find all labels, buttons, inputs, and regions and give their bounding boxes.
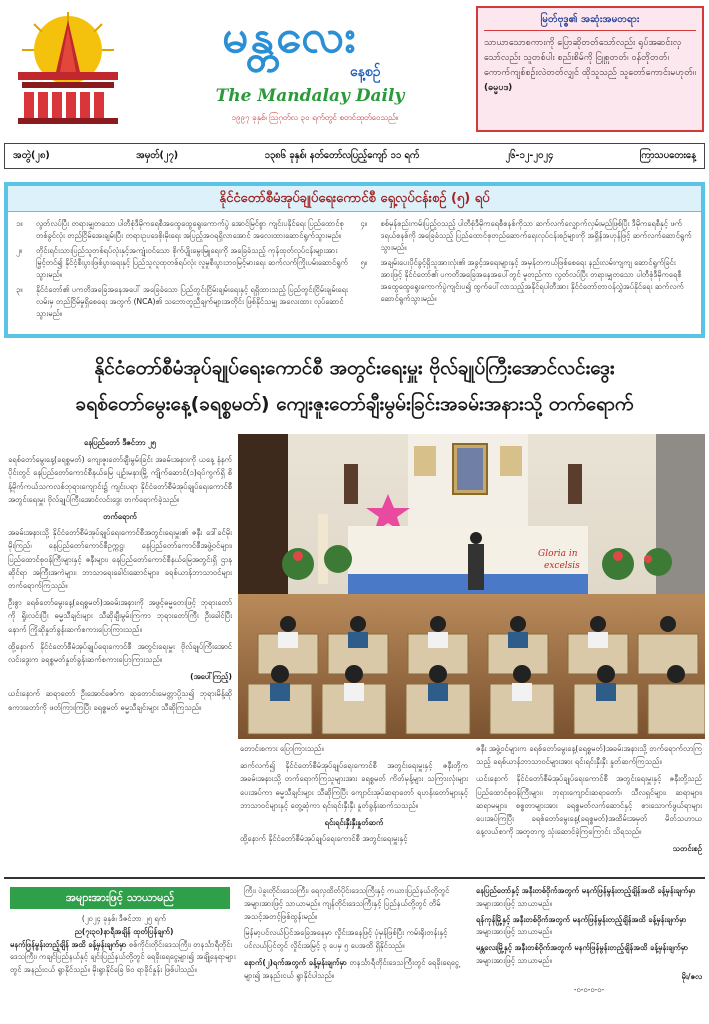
quote-body	[484, 36, 696, 96]
masthead-title-sub: နေ့စဉ်	[350, 64, 381, 80]
article-paragraph: ဦးစွာ ခရစ်တော်မွေးနေ့(ခရစ္စမတ်)အခမ်းအနားကို အဖွင့်ဓမ္မတေးဖြင့် ဘုရားတော်ကို ရှိုးလင်းပြီး ဓမ္မသီချင်းများ သီဆိုချီးမွမ်းကြကာ ဘုရားတော်ကြီး ဦးခေါင်ပြီးနောက် ကြိုဆိုနှုတ်ခွန်းဆက်စကားပြောကြားသည်။	[8, 598, 232, 634]
quote-source: (ဓမ္မပဒ)	[484, 83, 513, 93]
issue-number: အမှတ်(၂၇)	[136, 150, 179, 161]
weather-column-2	[244, 885, 466, 1021]
article-subheading: ရင်းရင်းနှီးနှီးနှုတ်ဆက်	[324, 818, 384, 828]
mandalay-emblem-icon	[8, 10, 128, 128]
article-paragraph: ထို့နောက် နိုင်ငံတော်စီမံအုပ်ချုပ်ရေးကောင်စီ အတွင်းရေးမှူး ဗိုလ်ချုပ်ကြီးအောင်လင်းဒွေးက ခရစ္စမတ်နှုတ်ခွန်းဆက်စကားပြောကြားသည်။	[8, 641, 232, 665]
masthead	[0, 0, 709, 138]
issue-date: ၂၆-၁၂-၂၀၂၄	[505, 150, 554, 161]
article-paragraph: တောင်းစကား ပြောကြားသည်။	[240, 744, 324, 753]
plan-item-number: ၁။	[16, 219, 23, 228]
article-column-right	[476, 742, 702, 872]
plan-item-text: လွတ်လပ်ပြီး တရားမျှတသော ပါတီစုံဒီမိုကရေစီအထွေထွေရွေးကောက်ပွဲ အောင်မြင်စွာ ကျင်းပနိုင်ရေး ပြည်ထောင်စုတစ်ခွင်လုံး တည်ငြိမ်အေးချမ်းပြီး တရားဥပဒေစိုးမိုးရေး အပြည့်အဝရရှိလာအောင် အလေးထားဆောင်ရွက်သွားမည်။	[36, 219, 344, 240]
weather-label: မနက်ဖြန်မွန်းတည့်ချိန် အထိ ခန့်မှန်းချက်မှာ	[10, 939, 127, 949]
weather-heading: အများအားဖြင့် သာယာမည်	[10, 887, 230, 909]
article-signature: သတင်းစဉ်	[672, 844, 702, 854]
article-dateline: နေပြည်တော် ဒီဇင်ဘာ ၂၅	[83, 438, 157, 447]
plan-item	[361, 218, 694, 254]
weather-text: တနင်္သာရီတိုင်းဒေသကြီးတွင် ရေခိုးရေငွေ့များ၍ အနည်းငယ် ရွာနိုင်ပါသည်။	[244, 957, 459, 980]
headline-line-2: ခရစ်တော်မွေးနေ့(ခရစ္စမတ်) ကျေးဇူးတော်ချီးမွမ်းခြင်းအခမ်းအနားသို့ တက်ရောက်	[75, 393, 634, 415]
headline-line-1: နိုင်ငံတော်စီမံအုပ်ချုပ်ရေးကောင်စီ အတွင်းရေးမှူး ဗိုလ်ချုပ်ကြီးအောင်လင်းဒွေး	[94, 357, 615, 379]
plan-item-text: စစ်မှန်စည်းကမ်းပြည့်ဝသည့် ပါတီစုံဒီမိုကရေစီစနစ်ကိုသာ ဆက်လက်လျှောက်လှမ်းမည်ဖြစ်ပြီး ဒီမိုကရေစီနှင့် ဖက်ဒရယ်စနစ်ကို အခြေခံသည့် ပြည်ထောင်စုတည်ဆောက်ရေးလုပ်ငန်းစဉ်များကို အရှိန်အဟုန်ဖြင့် ဆက်လက်ဆောင်ရွက်သွားမည်။	[380, 219, 692, 252]
future-programmes-box	[4, 182, 705, 338]
plan-item	[16, 245, 349, 281]
weather-time-line: ည(၇း၃၀)နာရီအချိန် ထုတ်ပြန်ချက်)	[74, 926, 174, 936]
weather-source: မိုး/ဇလ	[681, 971, 702, 981]
article-paragraph: အခမ်းအနားသို့ နိုင်ငံတော်စီမံအုပ်ချုပ်ရေးကောင်စီအတွင်းရေးမှူး၏ ဇနီး ဒေါ်ခင်မိုးမိုးကြည်၊ နေပြည်တော်ကောင်စီဥက္ကဋ္ဌ၊ နေပြည်တော်ကောင်စီအဖွဲ့ဝင်များ၊ ပြည်ထောင်စုဝန်ကြီးများနှင့် ဇနီးများ၊ နေပြည်တော်ကောင်စီနယ်မြေအတွင်းရှိ ဌာနဆိုင်ရာ အကြီးအကဲများ၊ ဘာသာရေးခေါင်းဆောင်များ၊ ခရစ်ယာန်ဘာသာဝင်များ တက်ရောက်ကြသည်။	[8, 528, 232, 591]
weather-text: အများအားဖြင့် သာယာမည်။	[476, 955, 552, 965]
weather-text: အများအားဖြင့် သာယာမည်။	[476, 898, 552, 908]
weather-column-1	[10, 913, 238, 1021]
article-column-middle	[240, 742, 468, 872]
weather-forecast-section	[4, 877, 705, 1021]
article-paragraph: ထို့နောက် နိုင်ငံတော်စီမံအုပ်ချုပ်ရေးကောင်စီ အတွင်းရေးမှူးနှင့်	[240, 834, 408, 844]
weather-date-line: (၂၀၂၄ ခုနှစ်၊ ဒီဇင်ဘာ ၂၅ ရက်	[81, 914, 167, 923]
plan-item-number: ၃။	[16, 285, 23, 294]
plan-item-number: ၅။	[360, 258, 367, 267]
church-ceremony-photo	[238, 434, 705, 739]
weather-label: ရန်ကုန်မြို့နှင့် အနီးတစ်ဝိုက်အတွက် မနက်ဖြန်မွန်းတည့်ချိန်အထိ ခန့်မှန်းချက်မှာ	[476, 914, 687, 924]
article-paragraph: ယင်းနောက် နိုင်ငံတော်စီမံအုပ်ချုပ်ရေးကောင်စီ အတွင်းရေးမှူးနှင့် ဇနီးတို့သည် ပြည်ထောင်စုဝန်ကြီးများ၊ ဘုရားကျောင်းဆရာတော်၊ သီလရှင်များ၊ ဆရာများ၊ ဆရာမများ၊ စစ္စတာများအား ခရစ္စမတ်လက်ဆောင်နှင့် စားသောက်ဖွယ်ရာများ ပေးအပ်ကြပြီး ခရစ်တော်မွေးနေ့(ခရစ္စမတ်)အထိမ်းအမှတ် မိတ်သဟာယ နေ့လယ်စာကို အတူတကွ သုံးဆောင်ခဲ့ကြကြောင်း သိရသည်။	[476, 774, 702, 837]
quote-text: သာယာသောစကားကို ပြောဆိုတတ်သော်လည်း ရုပ်အဆင်းလှသော်လည်း သူတစ်ပါး စည်းစိမ်ကို ငြူစူတတ်၊ ဝန်တိုတတ်၊ ကောက်ကျစ်စဉ်းလဲတတ်လျှင် ထိုသူသည် သူတော်ကောင်းမဟုတ်။	[484, 38, 696, 78]
article-column-left	[8, 436, 232, 872]
plan-item	[16, 284, 349, 320]
weather-forecast-text	[476, 885, 702, 911]
issue-lunar-date: ၁၃၈၆ ခုနှစ်၊ နတ်တော်လပြည့်ကျော် ၁၁ ရက်	[264, 150, 420, 161]
plan-item	[361, 257, 694, 305]
plan-column-left	[16, 218, 349, 323]
weather-forecast-text	[10, 939, 238, 977]
weather-forecast-text	[244, 957, 466, 983]
article-paragraph: ခရစ်တော်မွေးနေ့(ခရစ္စမတ်) ကျေးဇူးတော်ချီးမွမ်းခြင်း အခမ်းအနားကို ယနေ့ နံနက်ပိုင်းတွင် နေပြည်တော်ကောင်စီနယ်မြေ ပျဉ်းမနားမြို့ ကျိုက်ဆောင်(၁)ရပ်ကွက်ရှိ စိန့်မိုက်ကယ်သကလစ်ဘုရားကျောင်း၌ ကျင်းပရာ နိုင်ငံတော်စီမံအုပ်ချုပ်ရေးကောင်စီအတွင်းရေးမှူး ဗိုလ်ချုပ်ကြီးအောင်လင်းဒွေး တက်ရောက်ခဲ့သည်။	[8, 455, 232, 504]
weather-text: ကြီး၊ ပဲခူးတိုင်းဒေသကြီး၊ ရေလှထိတ်ပိုင်းဒေသကြီးနှင့် ကယားပြည်နယ်တို့တွင် အများအားဖြင့် သာယာမည်။ ကျန်တိုင်းဒေသကြီးနှင့် ပြည်နယ်တို့တွင် တိမ်အသင့်အတင့်ဖြစ်ထွန်းမည်။	[244, 886, 450, 921]
plan-item-text: အချမ်းပေးပိုင်ခွင့်ရှိသူအားလုံး၏ အခွင့်အရေးများနှင့် အမှန်တကယ်ဖြစ်စေရေး နည်းလမ်းကျကျ ဆောင်ရွက်ခြင်းအားဖြင့် နိုင်ငံတော်၏ ပကတိအခြေအနေအပေါ်တွင် မူတည်ကာ လွတ်လပ်ပြီး တရားမျှတသော ပါတီစုံဒီမိုကရေစီ အထွေထွေရွေးကောက်ပွဲကျင်းပ၍ ထွက်ပေါ်လာသည့်အနိုင်ရပါတီအား နိုင်ငံတော်တာဝန်လွှဲအပ်နိုင်ရေး ဆက်လက်ဆောင်ရွက်သွားမည်။	[380, 258, 684, 303]
plan-item	[16, 218, 349, 242]
plan-item-number: ၂။	[16, 246, 22, 255]
article-subheading: တက်ရောက်	[103, 512, 137, 522]
ceremony-photo-image	[238, 434, 705, 739]
weather-forecast-text	[476, 942, 702, 968]
main-headline	[4, 350, 705, 428]
article-paragraph: ဇနီး အဖွဲ့ဝင်များက ခရစ်တော်မွေးနေ့(ခရစ္စမတ်)အခမ်းအနားသို့ တက်ရောက်လာကြသည့် ခရစ်ယာန်ဘာသာဝင်များအား ရင်းရင်းနှီးနှီး နှုတ်ဆက်ကြသည်။	[476, 744, 702, 767]
section-end-mark: -၀-၀-၀-၀-	[573, 984, 605, 994]
weather-label: မန္တလေးမြို့နှင့် အနီးတစ်ဝိုက်အတွက် မနက်ဖြန်မွန်းတည့်ချိန်အထိ ခန့်မှန်းချက်မှာ	[476, 943, 689, 953]
article-paragraph: ဆက်လက်၍ နိုင်ငံတော်စီမံအုပ်ချုပ်ရေးကောင်စီ အတွင်းရေးမှူးနှင့် ဇနီးတို့က အခမ်းအနားသို့ တက်ရောက်ကြသူများအား ခရစ္စမတ် ကိတ်မုန့်များ သကြားလုံးများ ပေးအပ်ကာ ဓမ္မသီချင်းများ သီဆိုကြပြီး ကျောင်းအုပ်ဆရာတော် ရဟန်းတော်များနှင့် ဘာသာဝင်များနှင့် တွေ့ဆုံကာ ရင်းရင်းနှီးနှီး နှုတ်ခွန်းဆက်သသည်။	[240, 761, 468, 810]
buddha-quote-box	[476, 6, 704, 132]
plan-column-right	[361, 218, 694, 323]
issue-info-bar	[4, 143, 705, 169]
weather-text: အများအားဖြင့် သာယာမည်။	[476, 927, 552, 937]
weather-text: မြန်မာ့ပင်လယ်ပြင်အခြေအနေမှာ လှိုင်းအနေဖြင့် ပုံမှန်ဖြစ်ပြီး ကမ်းရိုးတန်းနှင့် ပင်လယ်ပြင်တွင် လှိုင်းအမြင့် ၃ ပေမှ ၅ ပေအထိ ရှိနိုင်သည်။	[244, 928, 448, 951]
article-continued-marker: (အပေါ်ကြည့်)	[190, 672, 232, 682]
article-paragraph: ယင်းနောက် ဆရာတော် ဦးအောင်ဇော်က ဆုတောင်းမေတ္တာပို့သ၍ ဘုရားမိန့်ဆိုစကားတော်ကို ဖတ်ကြားကြပြီး ခရစ္စမတ် ဓမ္မသီချင်းများ သီဆိုကြသည်။	[8, 689, 232, 712]
plan-item-number: ၄။	[360, 219, 367, 228]
masthead-title: မန္တလေး	[222, 9, 358, 63]
weather-label: နောက်(၂)ရက်အတွက် ခန့်မှန်းချက်မှာ	[244, 957, 347, 967]
plan-item-text: နိုင်ငံတော်၏ ပကတိအခြေအနေအပေါ် အခြေခံသော ပြည်တွင်းငြိမ်းချမ်းရေးနှင့် ရရှိထားသည့် ပြည်တွင်းငြိမ်းချမ်းရေးလမ်းမှ တည်ငြိမ်မှုရှိစေရေး အတွက် (NCA)၏ သဘောတူညီချက်များအတိုင်း ဖြစ်နိုင်သမျှ အလေးထား လုပ်ဆောင်သွားမည်။	[36, 285, 348, 318]
photo-banner-line-2: excelsis	[544, 561, 580, 571]
plan-item-text: တိုင်းရင်းသားပြည်သူတစ်ရပ်လုံးနှင့်အကျုံးဝင်သော စိုက်ပျိုးမွေးမြူရေးကို အခြေခံသည့် ကုန်ထုတ်လုပ်ငန်းများအား မြှင့်တင်၍ နိုင်ငံ့စီးပွားဖြစ်ပွားရေးနှင့် ပြည်သူလူထုတစ်ရပ်လုံး လူမှုစီးပွားဘဝမြင့်မားရေး ဆက်လက်ကြိုးပမ်းဆောင်ရွက်သွားမည်။	[36, 246, 348, 279]
issue-volume: အတွဲ(၂၈)	[13, 150, 50, 161]
issue-weekday: ကြာသပတေးနေ့	[639, 150, 696, 161]
plan-heading: နိုင်ငံတော်စီမံအုပ်ချုပ်ရေးကောင်စီ ရှေ့လုပ်ငန်းစဉ် (၅) ရပ်	[8, 186, 701, 212]
masthead-title-en: The Mandalay Daily	[215, 86, 405, 106]
masthead-founding-line: ၁၉၉၇ ခုနှစ်၊ ဩဂုတ်လ ၃၀ ရက်တွင် စတင်ထုတ်ဝေသည်။	[231, 113, 399, 122]
photo-banner-line-1: Gloria in	[538, 549, 578, 559]
weather-label: နေပြည်တော်နှင့် အနီးတစ်ဝိုက်အတွက် မနက်ဖြန်မွန်းတည့်ချိန်အထိ ခန့်မှန်းချက်မှာ	[476, 886, 696, 895]
weather-text: စစ်ကိုင်းတိုင်းဒေသကြီး၊ တနင်္သာရီတိုင်းဒေသကြီး၊ ကချင်ပြည်နယ်နှင့် ချင်းပြည်နယ်တို့တွင် ရေခိုးရေငွေ့များ၍ အချို့နေရာများတွင် အနည်းငယ် ရွာနိုင်သည်။ မိုးရွာနိုင်ခြေ ၆၀ ရာခိုင်နှုန်း ဖြစ်ပါသည်။	[10, 939, 236, 975]
quote-title: မြတ်ဗုဒ္ဓ၏ အဆုံးအမတရား	[484, 12, 696, 31]
weather-column-3	[476, 885, 702, 1021]
weather-forecast-text	[476, 914, 702, 940]
